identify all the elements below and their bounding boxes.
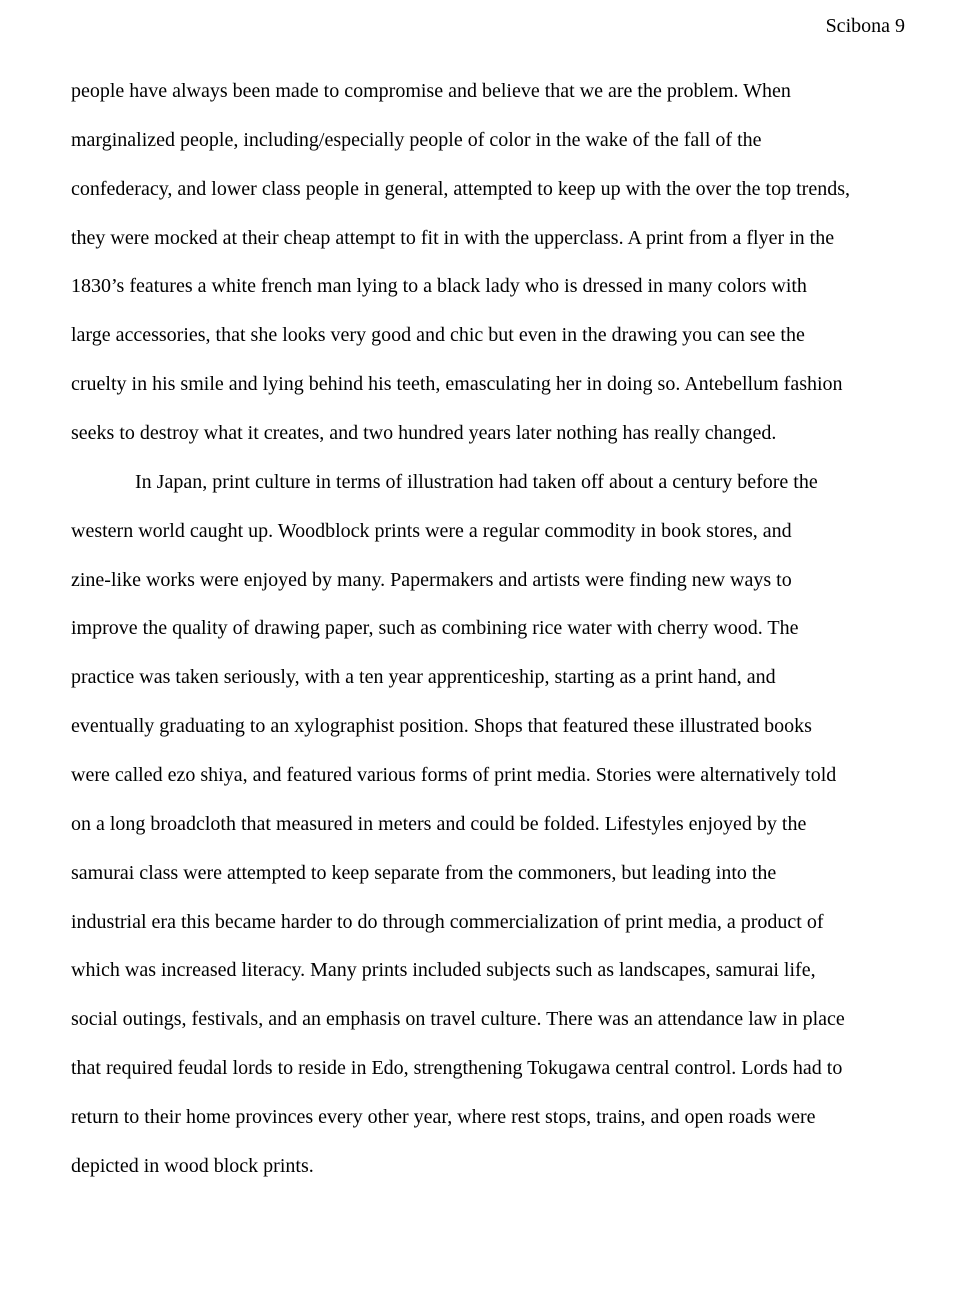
text-line: were called ezo shiya, and featured various forms of print media. Stories were alternatively told	[71, 764, 837, 787]
text-line: western world caught up. Woodblock prints were a regular commodity in book stores, and	[71, 519, 792, 542]
text-line: practice was taken seriously, with a ten year apprenticeship, starting as a print hand, and	[71, 666, 776, 689]
text-line: eventually graduating to an xylographist position. Shops that featured these illustrated books	[71, 715, 812, 738]
text-line: zine-like works were enjoyed by many. Papermakers and artists were finding new ways to	[71, 568, 792, 591]
running-header-page-number: Scibona 9	[825, 15, 905, 37]
text-line: depicted in wood block prints.	[71, 1154, 314, 1177]
text-line: large accessories, that she looks very good and chic but even in the drawing you can see the	[71, 324, 805, 347]
text-line: In Japan, print culture in terms of illustration had taken off about a century before the	[135, 470, 818, 493]
paragraph	[71, 458, 911, 1191]
text-line: people have always been made to compromise and believe that we are the problem. When	[71, 80, 791, 102]
text-line: on a long broadcloth that measured in meters and could be folded. Lifestyles enjoyed by the	[71, 812, 807, 835]
text-line: seeks to destroy what it creates, and two hundred years later nothing has really changed.	[71, 422, 777, 445]
text-line: improve the quality of drawing paper, such as combining rice water with cherry wood. The	[71, 617, 799, 640]
text-line: marginalized people, including/especially people of color in the wake of the fall of the	[71, 128, 762, 151]
text-line: they were mocked at their cheap attempt to fit in with the upperclass. A print from a flyer in the	[71, 226, 835, 249]
text-line: 1830’s features a white french man lying to a black lady who is dressed in many colors with	[71, 275, 807, 298]
text-line: cruelty in his smile and lying behind his teeth, emasculating her in doing so. Antebellum fashion	[71, 373, 843, 396]
text-line: which was increased literacy. Many prints included subjects such as landscapes, samurai life,	[71, 959, 816, 982]
text-line: confederacy, and lower class people in general, attempted to keep up with the over the top trends,	[71, 177, 850, 200]
essay-body	[71, 67, 911, 1191]
text-line: that required feudal lords to reside in Edo, strengthening Tokugawa central control. Lords had to	[71, 1057, 843, 1080]
text-line: return to their home provinces every other year, where rest stops, trains, and open roads were	[71, 1106, 816, 1129]
text-line: samurai class were attempted to keep separate from the commoners, but leading into the	[71, 861, 777, 884]
text-line: industrial era this became harder to do through commercialization of print media, a product of	[71, 910, 824, 933]
text-line: social outings, festivals, and an emphasis on travel culture. There was an attendance law in place	[71, 1008, 845, 1031]
paragraph	[71, 67, 911, 458]
